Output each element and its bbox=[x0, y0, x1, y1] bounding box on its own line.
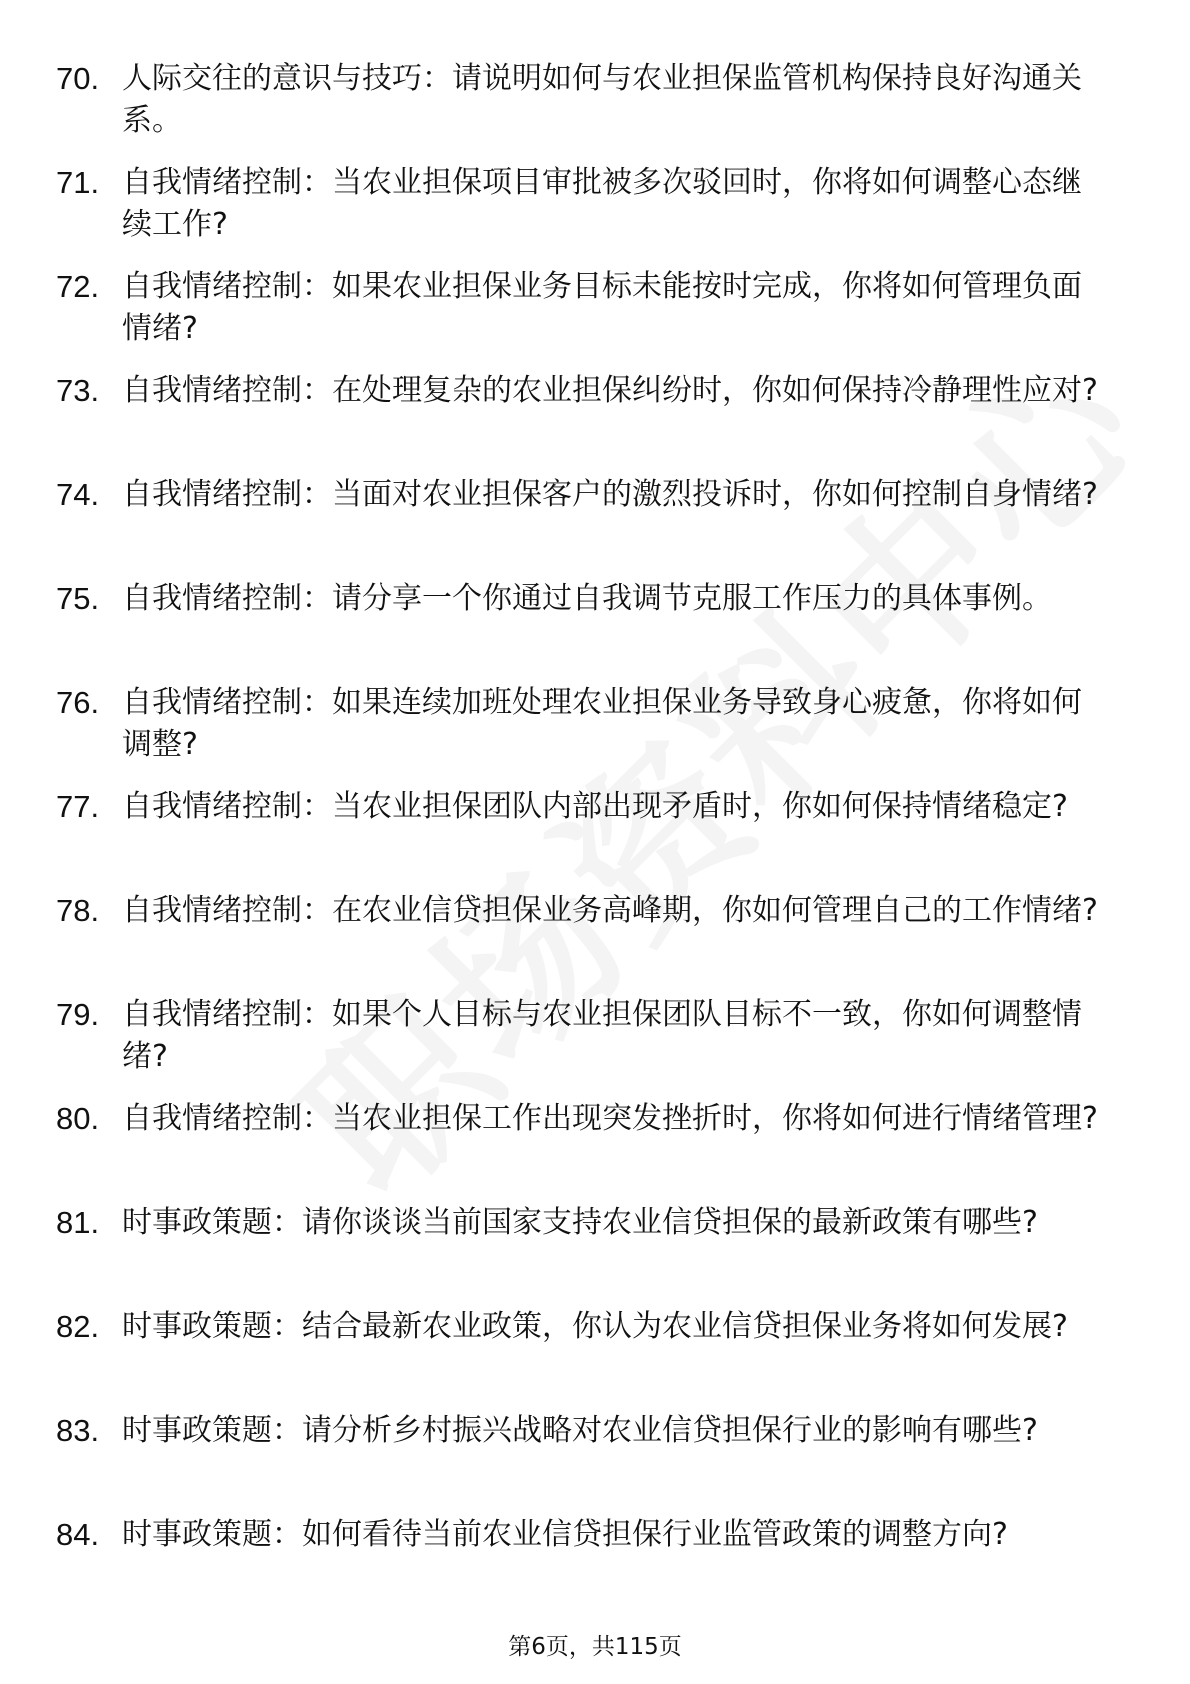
question-item bbox=[56, 1306, 1106, 1410]
question-item bbox=[56, 1514, 1106, 1618]
question-number: 81. bbox=[56, 1205, 100, 1240]
question-number: 72. bbox=[56, 269, 100, 304]
question-number: 71. bbox=[56, 165, 100, 200]
question-item bbox=[56, 58, 1106, 162]
question-text: 自我情绪控制：当农业担保团队内部出现矛盾时，你如何保持情绪稳定? bbox=[122, 789, 1068, 824]
question-text: 时事政策题：结合最新农业政策，你认为农业信贷担保业务将如何发展? bbox=[122, 1309, 1068, 1344]
question-number: 74. bbox=[56, 477, 100, 512]
question-item bbox=[56, 370, 1106, 474]
question-text: 时事政策题：如何看待当前农业信贷担保行业监管政策的调整方向? bbox=[122, 1517, 1008, 1552]
question-item bbox=[56, 474, 1106, 578]
question-number: 78. bbox=[56, 893, 100, 928]
question-text: 时事政策题：请你谈谈当前国家支持农业信贷担保的最新政策有哪些? bbox=[122, 1205, 1038, 1240]
question-item bbox=[56, 162, 1106, 266]
question-number: 73. bbox=[56, 373, 100, 408]
question-text: 自我情绪控制：如果个人目标与农业担保团队目标不一致，你如何调整情绪? bbox=[122, 997, 1082, 1074]
question-text: 时事政策题：请分析乡村振兴战略对农业信贷担保行业的影响有哪些? bbox=[122, 1413, 1038, 1448]
question-number: 79. bbox=[56, 997, 100, 1032]
question-item bbox=[56, 994, 1106, 1098]
question-number: 70. bbox=[56, 61, 100, 96]
question-text: 自我情绪控制：当农业担保项目审批被多次驳回时，你将如何调整心态继续工作? bbox=[122, 165, 1082, 242]
question-number: 80. bbox=[56, 1101, 100, 1136]
question-item bbox=[56, 1410, 1106, 1514]
question-number: 76. bbox=[56, 685, 100, 720]
question-number: 77. bbox=[56, 789, 100, 824]
question-number: 83. bbox=[56, 1413, 100, 1448]
question-number: 82. bbox=[56, 1309, 100, 1344]
question-item bbox=[56, 578, 1106, 682]
question-item bbox=[56, 266, 1106, 370]
question-text: 自我情绪控制：当面对农业担保客户的激烈投诉时，你如何控制自身情绪? bbox=[122, 477, 1098, 512]
question-item bbox=[56, 1202, 1106, 1306]
question-number: 75. bbox=[56, 581, 100, 616]
question-item bbox=[56, 682, 1106, 786]
question-item bbox=[56, 890, 1106, 994]
question-text: 自我情绪控制：请分享一个你通过自我调节克服工作压力的具体事例。 bbox=[122, 581, 1052, 616]
question-text: 自我情绪控制：如果连续加班处理农业担保业务导致身心疲惫，你将如何调整? bbox=[122, 685, 1082, 762]
question-text: 自我情绪控制：当农业担保工作出现突发挫折时，你将如何进行情绪管理? bbox=[122, 1101, 1098, 1136]
question-item bbox=[56, 1098, 1106, 1202]
question-text: 自我情绪控制：在农业信贷担保业务高峰期，你如何管理自己的工作情绪? bbox=[122, 893, 1098, 928]
question-text: 自我情绪控制：在处理复杂的农业担保纠纷时，你如何保持冷静理性应对? bbox=[122, 373, 1098, 408]
question-item bbox=[56, 786, 1106, 890]
question-number: 84. bbox=[56, 1517, 100, 1552]
question-text: 自我情绪控制：如果农业担保业务目标未能按时完成，你将如何管理负面情绪? bbox=[122, 269, 1082, 346]
question-list bbox=[56, 58, 1106, 1618]
page-footer: 第6页，共115页 bbox=[508, 1634, 682, 1660]
question-text: 人际交往的意识与技巧：请说明如何与农业担保监管机构保持良好沟通关系。 bbox=[122, 61, 1082, 138]
